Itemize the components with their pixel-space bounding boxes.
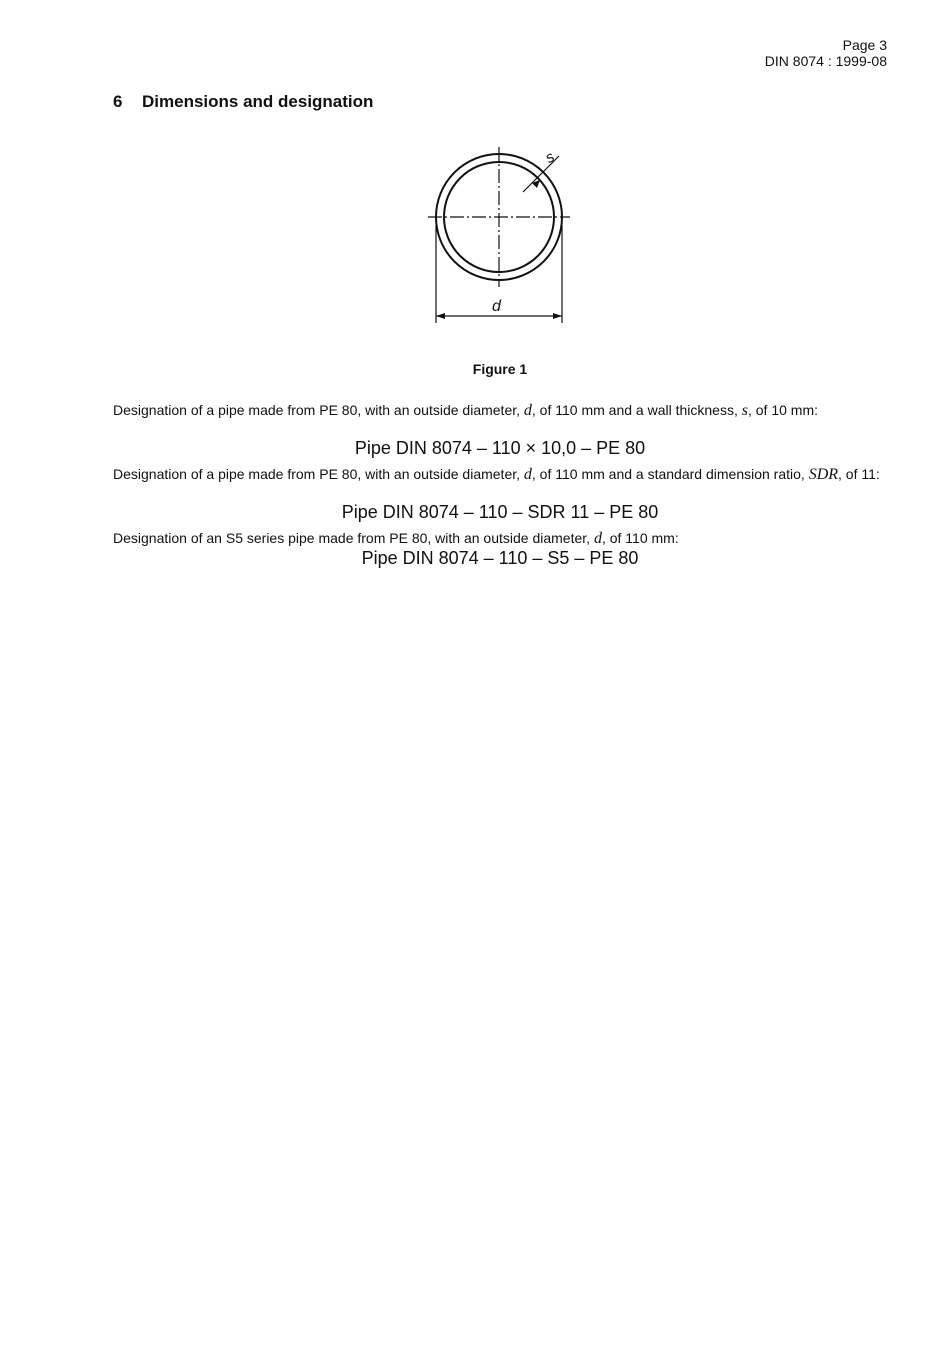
designation-1-var-d: d	[523, 402, 532, 419]
designation-paragraph-2	[113, 466, 887, 483]
pipe-cross-section-figure	[420, 145, 580, 335]
figure-caption: Figure 1	[472, 361, 528, 377]
designation-3-var-d: d	[593, 530, 602, 547]
page-header	[765, 37, 887, 69]
designation-paragraph-3	[113, 530, 887, 547]
page-number: Page 3	[842, 37, 887, 53]
designation-2-text-middle: , of 110 mm and a standard dimension ratio,	[531, 466, 809, 482]
section-title: Dimensions and designation	[142, 92, 374, 111]
diameter-label: d	[492, 298, 501, 315]
wall-thickness-label: s	[542, 148, 558, 167]
designation-formula-3: Pipe DIN 8074 – 110 – S5 – PE 80	[361, 548, 639, 568]
designation-1-text-before: Designation of a pipe made from PE 80, with an outside diameter,	[113, 402, 524, 418]
designation-formula-2: Pipe DIN 8074 – 110 – SDR 11 – PE 80	[341, 502, 659, 522]
diameter-arrow-left	[436, 313, 445, 319]
designation-2-var-d: d	[523, 466, 532, 483]
section-number: 6	[113, 92, 123, 111]
designation-3-text-before: Designation of an S5 series pipe made from PE 80, with an outside diameter,	[113, 530, 594, 546]
section-heading	[113, 92, 373, 112]
designation-1-var-s: s	[741, 402, 748, 419]
designation-1-text-after: , of 10 mm:	[747, 402, 819, 418]
standard-reference: DIN 8074 : 1999-08	[764, 53, 887, 69]
diameter-arrow-right	[553, 313, 562, 319]
designation-formula-1: Pipe DIN 8074 – 110 × 10,0 – PE 80	[354, 438, 646, 458]
designation-1-text-middle: , of 110 mm and a wall thickness,	[531, 402, 742, 418]
designation-3-text-after: , of 110 mm:	[601, 530, 679, 546]
designation-paragraph-1	[113, 402, 887, 419]
designation-2-text-after: , of 11:	[838, 466, 880, 482]
pipe-cross-section-drawing	[420, 145, 580, 335]
designation-2-text-before: Designation of a pipe made from PE 80, with an outside diameter,	[113, 466, 524, 482]
designation-2-var-sdr: SDR	[808, 466, 839, 483]
